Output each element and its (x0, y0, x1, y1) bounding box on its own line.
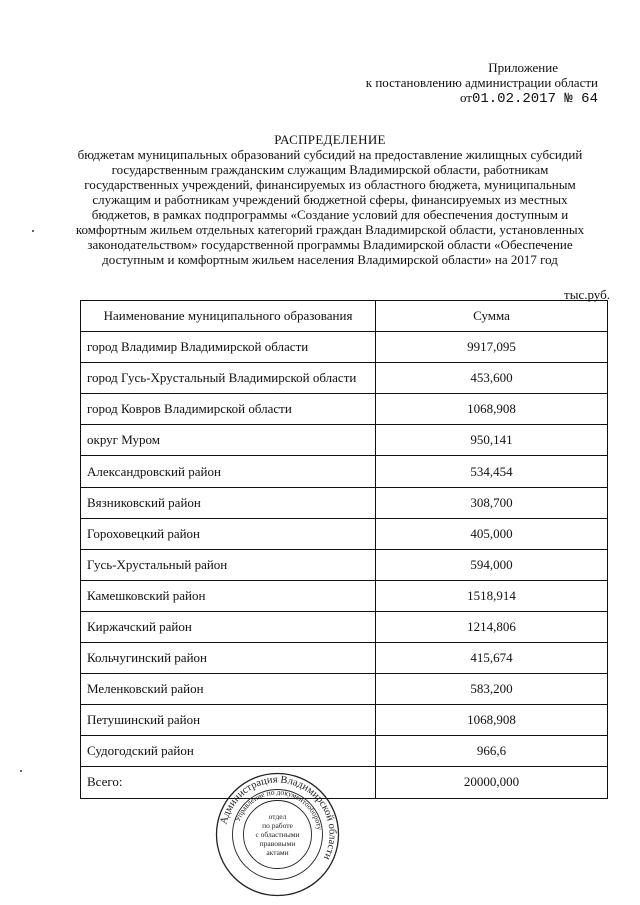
total-row (81, 767, 608, 798)
stamp-center-line: отдел (268, 812, 287, 821)
total-sum: 20000,000 (376, 767, 608, 798)
table-row (81, 394, 608, 425)
table-row (81, 736, 608, 767)
table-row (81, 518, 608, 549)
distribution-table (80, 300, 608, 799)
subsidy-sum: 453,600 (376, 363, 608, 394)
subsidy-sum: 1068,908 (376, 705, 608, 736)
stamp-inner-text: Управление по документообороту (232, 787, 325, 831)
municipality-name: Меленковский район (81, 674, 376, 705)
municipality-name: Вязниковский район (81, 487, 376, 518)
stamp-outer-text: Администрация Владимирской области (218, 774, 338, 862)
table-row (81, 332, 608, 363)
title-line: законодательством» государственной программы Владимирской области «Обеспечение (87, 237, 573, 252)
table-row (81, 705, 608, 736)
subsidy-sum: 308,700 (376, 487, 608, 518)
title-line: государственных учреждений, финансируемых из областного бюджета, муниципальным (84, 177, 576, 192)
municipality-name: Гороховецкий район (81, 518, 376, 549)
table-row (81, 643, 608, 674)
scan-speck (20, 770, 22, 772)
subsidy-sum: 966,6 (376, 736, 608, 767)
subsidy-sum: 594,000 (376, 549, 608, 580)
municipality-name: Гусь-Хрустальный район (81, 549, 376, 580)
table-row (81, 425, 608, 456)
table-row (81, 456, 608, 487)
subsidy-sum: 1518,914 (376, 580, 608, 611)
subsidy-sum: 534,454 (376, 456, 608, 487)
title-line: бюджетов, в рамках подпрограммы «Создание условий для обеспечения доступным и (91, 207, 569, 222)
scan-speck (32, 230, 34, 232)
resolution-label: к постановлению администрации области (365, 75, 598, 90)
municipality-name: Александровский район (81, 456, 376, 487)
municipality-name: город Гусь-Хрустальный Владимирской области (81, 363, 376, 394)
units-label: тыс.руб. (564, 287, 610, 302)
document-title (60, 132, 600, 267)
header (338, 60, 598, 107)
document-number (338, 90, 598, 107)
subsidy-sum: 583,200 (376, 674, 608, 705)
title-line: доступным и комфортным жильем населения Владимирской области» на 2017 год (102, 252, 558, 267)
table-row (81, 674, 608, 705)
municipality-name: Киржачский район (81, 611, 376, 642)
total-label: Всего: (81, 767, 376, 798)
table-row (81, 487, 608, 518)
column-header-sum: Сумма (376, 301, 608, 332)
municipality-name: город Ковров Владимирской области (81, 394, 376, 425)
subsidy-sum: 950,141 (376, 425, 608, 456)
table-row (81, 580, 608, 611)
number-value: 01.02.2017 № 64 (471, 91, 598, 107)
municipality-name: Камешковский район (81, 580, 376, 611)
table-row (81, 549, 608, 580)
subsidy-sum: 1068,908 (376, 394, 608, 425)
stamp-center-line: актами (266, 848, 289, 857)
stamp-center-line: с областными (255, 830, 300, 839)
number-prefix: от (459, 90, 472, 105)
title-line: комфортным жильем отдельных категорий граждан Владимирской области, установленных (75, 222, 585, 237)
title-heading: РАСПРЕДЕЛЕНИЕ (274, 132, 386, 147)
table-row (81, 363, 608, 394)
subsidy-sum: 415,674 (376, 643, 608, 674)
municipality-name: Судогодский район (81, 736, 376, 767)
subsidy-sum: 9917,095 (376, 332, 608, 363)
title-line: государственным гражданским служащим Владимирской области, работникам (111, 162, 549, 177)
column-header-name: Наименование муниципального образования (81, 301, 376, 332)
stamp-center-line: по работе (262, 821, 293, 830)
appendix-label: Приложение (488, 60, 558, 75)
title-line: бюджетам муниципальных образований субсидий на предоставление жилищных субсидий (77, 147, 583, 162)
municipality-name: Кольчугинский район (81, 643, 376, 674)
subsidy-sum: 405,000 (376, 518, 608, 549)
subsidy-sum: 1214,806 (376, 611, 608, 642)
official-stamp (215, 772, 340, 897)
municipality-name: округ Муром (81, 425, 376, 456)
municipality-name: город Владимир Владимирской области (81, 332, 376, 363)
municipality-name: Петушинский район (81, 705, 376, 736)
stamp-center-line: правовыми (259, 839, 296, 848)
table-row (81, 611, 608, 642)
title-line: служащим и работникам учреждений бюджетной сферы, финансируемых из местных (92, 192, 568, 207)
table-header-row (81, 301, 608, 332)
